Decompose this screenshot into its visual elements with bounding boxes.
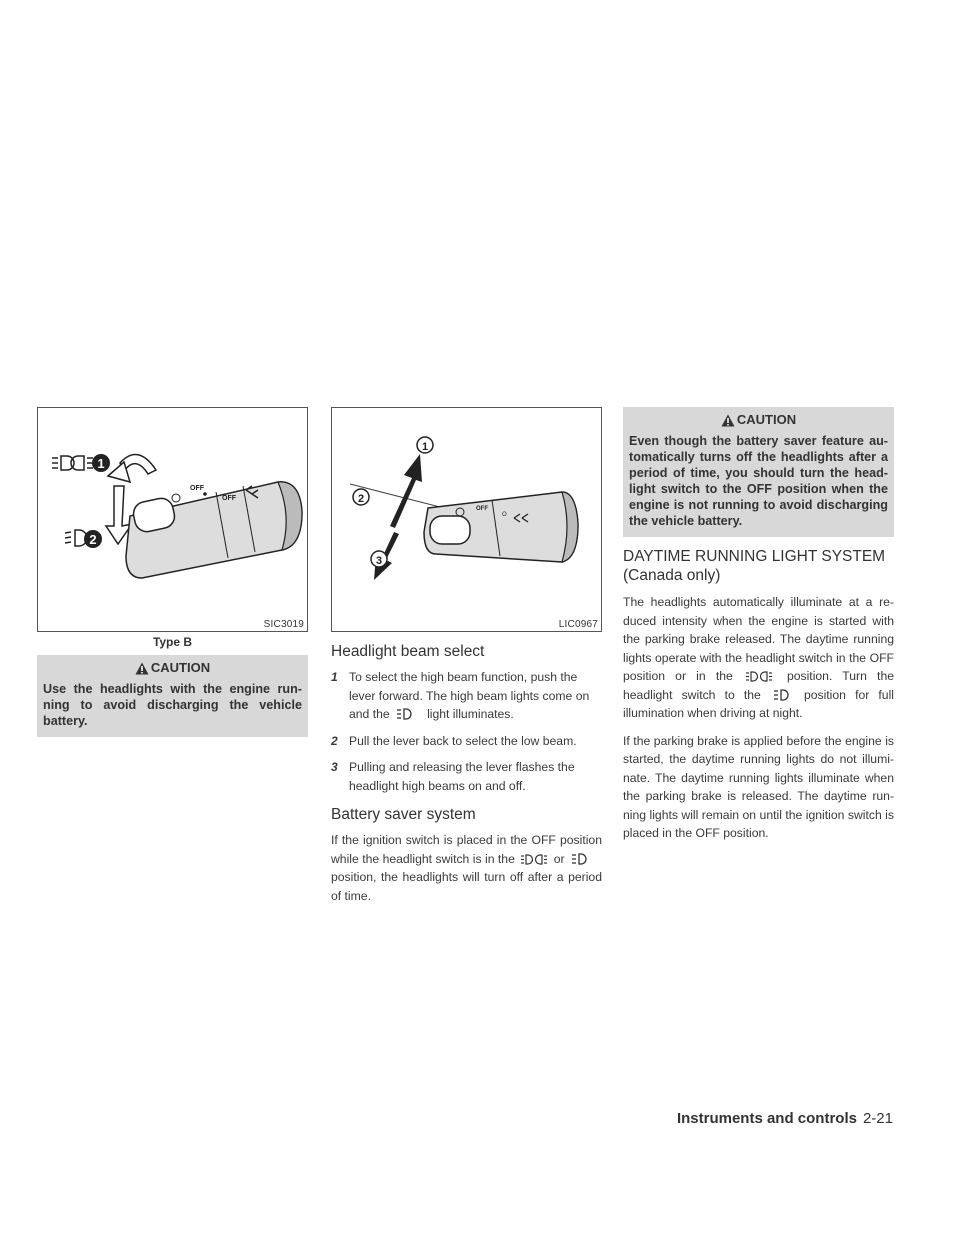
figure-code: SIC3019: [263, 619, 304, 630]
middle-column: [331, 407, 602, 914]
heading-daytime-running-light: DAYTIME RUNNING LIGHT SYSTEM (Canada only): [623, 548, 886, 584]
headlight-switch-illustration: [38, 408, 307, 631]
svg-text:OFF: OFF: [190, 485, 204, 492]
caution-title: CAUTION: [736, 412, 797, 427]
drl-paragraph-2: If the parking brake is applied before the engine is started, the daytime running lights do not illumi-nate. The daytime running lights illuminate when the parking brake is released. The daytime run-ning lights will remain on until the ignition switch is placed in the OFF position.: [623, 733, 894, 840]
battery-saver-paragraph: If the ignition switch is placed in the OFF position while the headlight switch is in the or position, the headlights will turn off after a period of time.: [331, 833, 602, 903]
svg-text:1: 1: [421, 441, 429, 453]
page-number: 2-21: [862, 1110, 893, 1127]
step-number: 1: [331, 670, 338, 684]
caution-box: [623, 407, 894, 537]
caution-text: Use the headlights with the engine run-ning to avoid discharging the vehicle battery.: [43, 682, 302, 728]
high-beam-indicator-icon: [396, 708, 412, 720]
figure-beam-select: [331, 407, 602, 632]
left-column: [37, 407, 308, 737]
caution-text: Even though the battery saver feature au-tomatically turns off the headlights after a period of time, you should turn the head-light switch to the OFF position when the engine is not running to avoid discharging the vehicle battery.: [629, 434, 888, 528]
figure-caption: Type B: [152, 635, 193, 649]
step-text: Pull the lever back to select the low beam.: [349, 733, 577, 748]
headlight-icon: [65, 530, 87, 546]
parking-light-icon: [746, 671, 772, 682]
list-item: [331, 732, 602, 751]
parking-light-icon: [521, 854, 547, 865]
parking-light-icon: [52, 456, 93, 470]
svg-text:2: 2: [357, 493, 365, 505]
drl-paragraph-1: The headlights automatically illuminate at a re-duced intensity when the engine is started with the parking brake released. The daytime running lights operate with the headlight switch in the OFF position or in the position. Turn the headlight switch to the position for full illumination when driving at night.: [623, 595, 895, 720]
step-number: 2: [331, 733, 338, 748]
step-text: Pulling and releasing the lever flashes the headlight high beams on and off.: [349, 760, 575, 793]
caution-box: [37, 655, 308, 737]
figure-code: LIC0967: [558, 619, 598, 630]
heading-headlight-beam-select: Headlight beam select: [331, 643, 485, 660]
svg-text:OFF: OFF: [476, 506, 488, 512]
svg-text:O: O: [502, 512, 507, 518]
caution-title: CAUTION: [150, 660, 211, 675]
footer-section-title: Instruments and controls: [676, 1110, 857, 1127]
caution-heading: [629, 412, 888, 427]
warning-icon: [135, 662, 149, 675]
step-number: 3: [331, 760, 338, 774]
list-item: [331, 758, 602, 795]
page-footer: [677, 1110, 893, 1127]
right-column: [623, 407, 894, 852]
svg-text:2: 2: [89, 532, 97, 547]
headlight-icon: [773, 689, 789, 701]
svg-text:1: 1: [97, 456, 105, 471]
svg-text:OFF: OFF: [222, 495, 236, 502]
heading-battery-saver: Battery saver system: [331, 806, 476, 823]
step-text: To select the high beam function, push the lever forward. The high beam lights come on and the light illuminates.: [349, 670, 590, 721]
svg-text:3: 3: [375, 555, 383, 567]
caution-heading: [43, 660, 302, 675]
headlight-icon: [571, 853, 587, 865]
list-item: [331, 668, 602, 724]
beam-select-illustration: [332, 408, 601, 631]
warning-icon: [721, 414, 735, 427]
figure-headlight-switch-type-b: [37, 407, 308, 632]
